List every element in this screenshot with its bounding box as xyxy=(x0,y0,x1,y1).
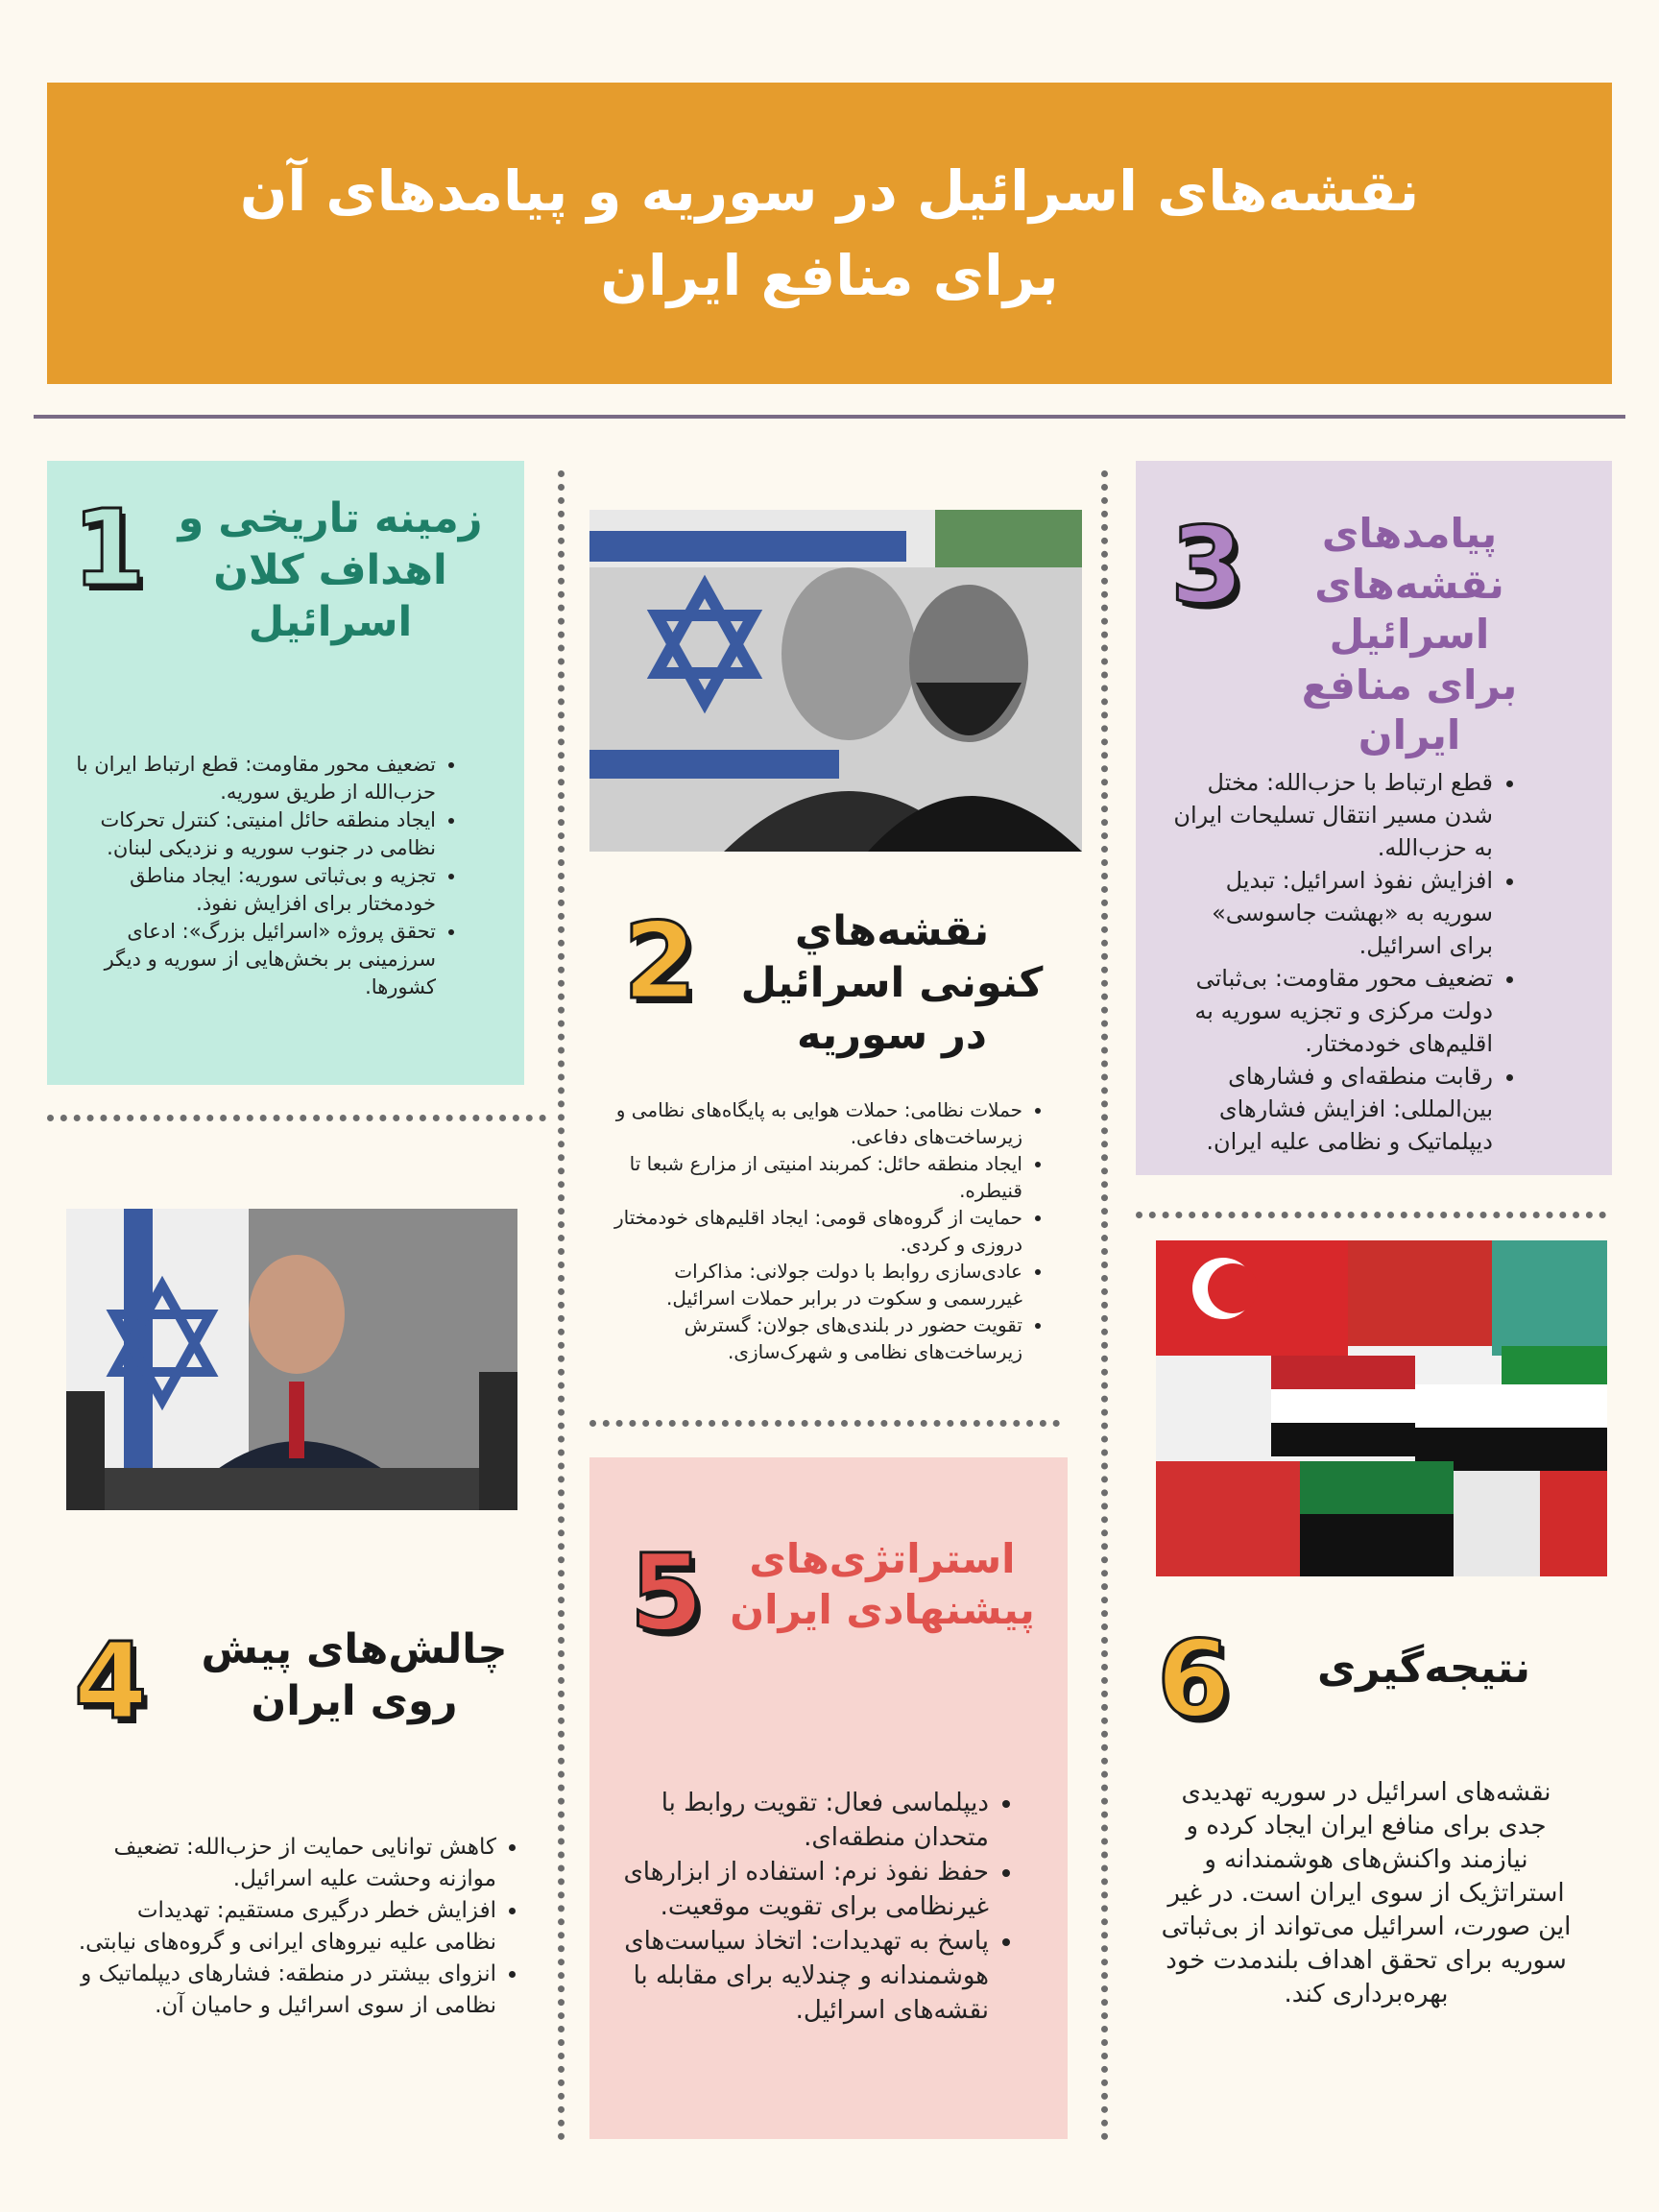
flags-map-photo xyxy=(1156,1240,1607,1576)
page-title: نقشه‌های اسرائیل در سوریه و پیامدهای آن برای منافع ایران xyxy=(239,158,1420,308)
row-separator-right xyxy=(1136,1212,1606,1218)
section-4-title: چالش‌های پیش روی ایران xyxy=(201,1625,508,1725)
section-2-number: 2 xyxy=(623,900,697,1022)
section-2-card xyxy=(589,893,1082,1392)
list-item: • پاسخ به تهدیدات: اتخاذ سیاست‌های هوشمندانه و چندلایه برای مقابله با نقشه‌های اسرائیل. xyxy=(605,1924,989,2028)
section-1-title: زمینه تاریخی و اهداف کلان اسرائیل xyxy=(178,494,483,646)
list-item: • انزوای بیشتر در منطقه: فشارهای دیپلماتیک و نظامی از سوی اسرائیل و حامیان آن. xyxy=(74,1959,496,2022)
netanyahu-jolani-photo xyxy=(589,510,1082,852)
section-2-list xyxy=(600,1096,1053,1365)
list-item: • تحقق پروژه «اسرائیل بزرگ»: ادعای سرزمینی بر بخش‌هایی از سوریه و دیگر کشورها. xyxy=(52,918,436,1001)
section-5-list xyxy=(605,1786,1020,2028)
list-item: • ایجاد منطقه حائل: کمربند امنیتی از مزارع شبعا تا قنیطره. xyxy=(600,1150,1022,1204)
list-item: • رقابت منطقه‌ای و فشارهای بین‌المللی: افزایش فشارهای دیپلماتیک و نظامی علیه ایران. xyxy=(1166,1060,1493,1158)
list-item: • حفظ نفوذ نرم: استفاده از ابزارهای غیرنظامی برای تقویت موقعیت. xyxy=(605,1855,989,1924)
list-item: • قطع ارتباط با حزب‌الله: مختل شدن مسیر انتقال تسلیحات ایران به حزب‌الله. xyxy=(1166,766,1493,864)
list-item: • عادی‌سازی روابط با دولت جولانی: مذاکرات غیررسمی و سکوت در برابر حملات اسرائیل. xyxy=(600,1258,1022,1311)
list-item: • دیپلماسی فعال: تقویت روابط با متحدان منطقه‌ای. xyxy=(605,1786,989,1855)
column-separator-left xyxy=(558,470,565,2141)
section-4-number: 4 xyxy=(74,1620,148,1743)
header-banner xyxy=(47,83,1612,384)
list-item: • کاهش توانایی حمایت از حزب‌الله: تضعیف موازنه وحشت علیه اسرائیل. xyxy=(74,1832,496,1895)
section-1-card xyxy=(47,461,524,1085)
section-3-card xyxy=(1136,461,1612,1175)
row-separator-left xyxy=(47,1115,546,1121)
section-6-number: 6 xyxy=(1157,1618,1231,1741)
section-5-card xyxy=(589,1457,1068,2139)
list-item: • تقویت حضور در بلندی‌های جولان: گسترش زیرساخت‌های نظامی و شهرک‌سازی. xyxy=(600,1311,1022,1365)
row-separator-center xyxy=(589,1420,1060,1427)
list-item: • افزایش نفوذ اسرائیل: تبدیل سوریه به «بهشت جاسوسی» برای اسرائیل. xyxy=(1166,864,1493,962)
header-divider xyxy=(34,415,1625,419)
section-6-title: نتیجه‌گیری xyxy=(1316,1644,1531,1693)
section-4-card xyxy=(47,1594,546,2131)
section-5-title: استراتژی‌های پیشنهادی ایران xyxy=(730,1535,1035,1633)
netanyahu-meeting-photo xyxy=(66,1209,517,1510)
conclusion-text: نقشه‌های اسرائیل در سوریه تهدیدی جدی برای منافع ایران ایجاد کرده و نیازمند واکنش‌های هوشمندانه و استراتژیک از سوی ایران است. در غیر این صورت، اسرائیل می‌تواند از بی‌ثباتی سوریه برای تحقق اهداف بلندمدت خود بهره‌برداری کند. xyxy=(1161,1778,1572,2008)
column-separator-right xyxy=(1101,470,1108,2141)
section-2-title: نقشه‌هاي کنونی اسرائیل در سوریه xyxy=(740,907,1044,1059)
list-item: • حمایت از گروه‌های قومی: ایجاد اقلیم‌های خودمختار دروزی و کردی. xyxy=(600,1204,1022,1258)
list-item: • حملات نظامی: حملات هوایی به پایگاه‌های نظامی و زیرساخت‌های دفاعی. xyxy=(600,1096,1022,1150)
section-3-number: 3 xyxy=(1170,504,1244,627)
section-5-number: 5 xyxy=(630,1531,704,1654)
list-item: • ایجاد منطقه حائل امنیتی: کنترل تحرکات نظامی در جنوب سوریه و نزدیکی لبنان. xyxy=(52,806,436,862)
list-item: • تضعیف محور مقاومت: بی‌ثباتی دولت مرکزی و تجزیه سوریه به اقلیم‌های خودمختار. xyxy=(1166,962,1493,1060)
section-1-list xyxy=(52,751,467,1001)
section-3-title: پیامدهای نقشه‌های اسرائیل برای منافع ایران xyxy=(1301,510,1518,758)
list-item: • افزایش خطر درگیری مستقیم: تهدیدات نظامی علیه نیروهای ایرانی و گروه‌های نیابتی. xyxy=(74,1895,496,1959)
section-6-card xyxy=(1136,1613,1612,2055)
list-item: • تجزیه و بی‌ثباتی سوریه: ایجاد مناطق خودمختار برای افزایش نفوذ. xyxy=(52,862,436,918)
section-4-list xyxy=(74,1832,527,2022)
section-3-list xyxy=(1166,766,1524,1158)
list-item: • تضعیف محور مقاومت: قطع ارتباط ایران با حزب‌الله از طریق سوریه. xyxy=(52,751,436,806)
section-1-number: 1 xyxy=(72,487,146,610)
